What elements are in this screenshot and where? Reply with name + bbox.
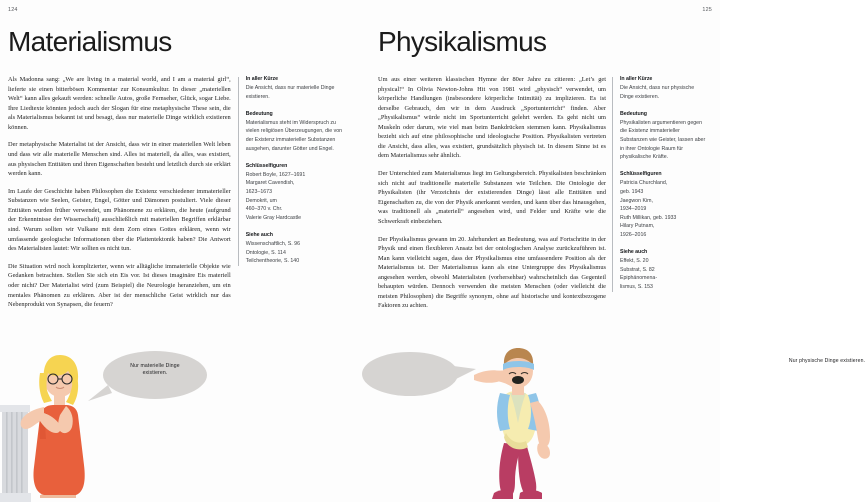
sidebar-heading: Siehe auch [620, 249, 648, 256]
left-content-area [8, 75, 346, 310]
sidebar-cross-reference[interactable]: lismus, S. 153 [620, 283, 653, 290]
right-body-column [378, 75, 606, 311]
paragraph: Im Laufe der Geschichte haben Philosophen die Existenz verschiedener immaterieller Substanzen wie Seelen, Geister, Engel, Götter und Dämonen postuliert. Viele dieser Entitäten wurden früher verwendet, um Phänomene zu erklären, die heute (aufgrund der Erkenntnisse der Wissenschaft) ausschließlich mit materiellen Begriffen erklärbar sind. Warum sollten wir Vulkane mit dem Zorn eines Gottes erklären, wenn wir umfassende geologische Informationen über die Plattentektonik haben? Die Antwort des Materialisten lautet: Wir sollten es nicht tun. [8, 187, 231, 253]
paragraph: Die Situation wird noch komplizierter, wenn wir alltägliche immaterielle Objekte wie Gedanken betrachten. Stellen Sie sich ein Eis vor. Ist dieses imaginäre Eis materiell oder nicht? Der Materialist wird (zum Beispiel) die Neurologie heranziehen, um ein mentales Phänomen zu erklären. Aber ist der menschliche Geist wirklich nur das Nebenprodukt von Synapsen, die feuern? [8, 262, 231, 309]
right-illustration-zone [360, 347, 720, 502]
sidebar-block-siehe-auch [246, 231, 346, 266]
paragraph: Der metaphysische Materialist ist der Ansicht, dass wir in einer materiellen Welt leben und dass wir alle materielle Menschen sind. Alles ist materiell, da alles, was existiert, aus physischen Entitäten und ihren Eigenschaften besteht und letztlich durch sie erklärt werden kann. [8, 141, 231, 178]
mouth [512, 376, 524, 384]
sidebar-line: Robert Boyle, 1627–1691 [245, 171, 306, 178]
paragraph: Der Unterschied zum Materialismus liegt im Geltungsbereich. Physikalisten beschränken sich nicht auf traditionelle materielle Substanzen wie Teilchen. Die Ontologie der Physikalisten (ihr Verzeichnis der existierenden Dinge) lässt alle Entitäten und Eigenschaften zu, die von der Physik anerkannt werden, und kann über das hinausgehen, was traditionell als „materiell“ angesehen wird, und Felder und Kräfte wie die Schwerkraft einbeziehen. [378, 170, 606, 225]
sidebar-body: Materialismus steht im Widerspruch zu vielen religiösen Überzeugungen, die von der Existenz immaterieller Substanzen ausgehen, darunter Götter und Engel. [245, 119, 343, 152]
paragraph: Als Madonna sang: „We are living in a material world, and I am a material girl“, lieferte sie einen bitterbösen Kommentar zur Konsumkultur. In dieser „materiellen Welt“ kann alles gekauft werden: schnelle Autos, große Fernseher, Glück, sogar Liebe. Ihre Liedtexte könnten jedoch auch der Slogan für eine metaphysische These sein, die als Materialismus bekannt ist und besagt, dass nur materielle Dinge wirklich existieren können. [8, 76, 231, 131]
sidebar-block-schluesselfiguren [620, 170, 707, 239]
page-title-right: Physikalismus [378, 26, 547, 57]
page-number-left: 124 [8, 7, 18, 13]
sidebar-block-bedeutung [620, 110, 707, 162]
left-page [0, 0, 360, 502]
sidebar-cross-reference[interactable]: Teilchentheorie, S. 140 [245, 258, 300, 265]
sidebar-heading: Schlüsselfiguren [245, 162, 288, 169]
right-sidebar [612, 75, 707, 292]
sidebar-line: Demokrit, um [245, 197, 277, 204]
sidebar-heading: In aller Kürze [620, 76, 653, 82]
paragraph: Um aus einer weiteren klassischen Hymne der 80er Jahre zu zitieren: „Let’s get physical!“ In Olivia Newton-Johns Hit von 1981 wird „physisch“ verwendet, um körperliche Handlungen (insbesondere körperliche Intimität) zu implizieren. Es ist derselbe Gebrauch, den wir in dem Ausdruck „Sportunterricht“ finden. Aber „Physikalismus“ würde nicht im Sportunterricht gelehrt werden. Es geht nicht um Muskeln oder darum, wie viel man beim Bankdrücken stemmen kann. Physikalismus bezieht sich auf eine philosophische und ideologische Position. Physikalisten vertreten die Ansicht, dass alles, was existiert, grundsätzlich physisch ist. In diesem Sinne ist es dem Materialismus sehr ähnlich. [378, 76, 606, 160]
speech-bubble-tail [88, 385, 112, 401]
left-hand [537, 443, 550, 459]
right-page [360, 0, 866, 502]
sidebar-heading: Bedeutung [245, 110, 273, 117]
sidebar-line: 1934–2019 [620, 206, 647, 213]
physical-man-illustration [360, 347, 720, 502]
sidebar-body: Physikalisten argumentieren gegen die Existenz immaterieller Substanzen wie Geister, lassen aber in ihrer Ontologie Raum für physikalische Kräfte. [620, 119, 706, 161]
sidebar-block-in-aller-kuerze [620, 75, 707, 101]
right-content-area [378, 75, 712, 311]
speech-bubble-shape [362, 352, 458, 396]
page-title-left: Materialismus [8, 26, 172, 57]
sidebar-cross-reference[interactable]: Wissenschaftlich, S. 96 [245, 241, 300, 247]
figure-legs [492, 443, 542, 499]
sidebar-body: Die Ansicht, dass nur physische Dinge existieren. [620, 85, 695, 100]
sidebar-heading: Siehe auch [245, 231, 273, 238]
sidebar-line: 1623–1673 [245, 189, 272, 196]
sidebar-line: Margaret Cavendish, [245, 180, 295, 187]
sidebar-heading: Schlüsselfiguren [620, 171, 662, 178]
sidebar-block-siehe-auch [620, 248, 707, 291]
sidebar-line: Hilary Putnam, [620, 223, 655, 230]
sidebar-heading: Bedeutung [620, 110, 647, 117]
right-speech-bubble-text: Nur physische Dinge existieren. [788, 358, 866, 364]
sidebar-line: 1926–2016 [620, 232, 647, 238]
sidebar-heading: In aller Kürze [245, 76, 278, 82]
sidebar-line: 460–370 v. Chr. [245, 206, 283, 213]
sidebar-block-in-aller-kuerze [246, 75, 346, 101]
page-gutter [360, 0, 361, 502]
page-number-right: 125 [702, 7, 712, 13]
left-sidebar [238, 75, 346, 266]
sidebar-block-schluesselfiguren [246, 162, 346, 223]
sidebar-line: Jaegwon Kim, [620, 197, 653, 204]
sidebar-cross-reference[interactable]: Substrat, S. 82 [620, 266, 655, 273]
sidebar-block-bedeutung [246, 110, 346, 153]
sidebar-cross-reference[interactable]: Epiphänomena- [620, 275, 658, 282]
sidebar-line: Patricia Churchland, [620, 180, 668, 187]
sidebar-body: Die Ansicht, dass nur materielle Dinge existieren. [245, 85, 335, 100]
sidebar-cross-reference[interactable]: Effekt, S. 20 [620, 258, 649, 265]
paragraph: Der Physikalismus gewann im 20. Jahrhundert an Bedeutung, was auf Fortschritte in der Physik und einen flexibleren Ansatz bei der ontologischen Analyse zurückzuführen ist. Man kann vielleicht sagen, dass der Physikalismus eine umfassendere Position als der Materialismus ist. Der Materialismus kann als eine Untergruppe des Physikalismus angesehen werden, obwohl Materialisten (vorhersehbar) wahrscheinlich das Gegenteil behaupten würden. Dennoch verwenden die meisten Menschen (oder vielleicht die meisten Philosophen) die Begriffe synonym, ohne auf historische und kontextbezogene Faktoren zu achten. [378, 235, 606, 310]
sidebar-cross-reference[interactable]: Ontologie, S. 114 [245, 249, 286, 256]
sidebar-line: Ruth Millikan, geb. 1933 [620, 214, 677, 221]
left-speech-bubble-text: Nur materielle Dinge existieren. [130, 363, 180, 377]
left-body-column [8, 75, 231, 310]
sidebar-line: geb. 1943 [620, 189, 644, 196]
sidebar-line: Valerie Gray Hardcastle [245, 214, 302, 221]
